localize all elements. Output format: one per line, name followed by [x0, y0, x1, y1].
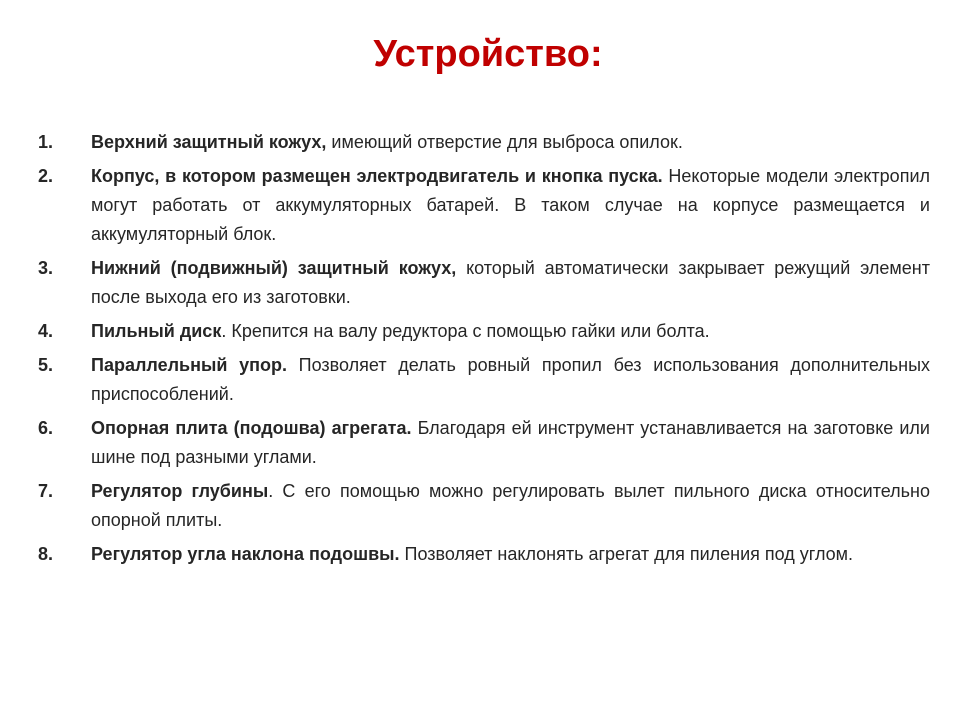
- item-description: Некоторые модели электропил могут работать от аккумуляторных батарей. В таком случае на корпусе размещается и аккумуляторный блок.: [91, 166, 930, 244]
- list-item: [38, 128, 930, 157]
- item-term: Верхний защитный кожух,: [91, 132, 327, 152]
- item-number: 5.: [38, 355, 54, 375]
- list-item: [38, 254, 930, 312]
- list-item: [38, 540, 930, 569]
- item-description: который автоматически закрывает режущий элемент после выхода его из заготовки.: [91, 258, 930, 307]
- item-term: Пильный диск: [91, 321, 222, 341]
- item-number: 1.: [38, 132, 54, 152]
- device-parts-list: [38, 128, 930, 574]
- item-text: [91, 351, 930, 409]
- item-text: [91, 128, 930, 157]
- item-text: [91, 414, 930, 472]
- item-description: . С его помощью можно регулировать вылет пильного диска относительно опорной плиты.: [91, 481, 931, 530]
- item-description: Позволяет наклонять агрегат для пиления под углом.: [399, 544, 854, 564]
- item-text: [91, 477, 930, 535]
- list-item: [38, 477, 930, 535]
- item-term: Регулятор угла наклона подошвы.: [91, 544, 400, 564]
- item-term: Корпус, в котором размещен электродвигатель и кнопка пуска.: [91, 166, 663, 186]
- item-description: . Крепится на валу редуктора с помощью гайки или болта.: [221, 321, 710, 341]
- item-term: Нижний (подвижный) защитный кожух,: [91, 258, 457, 278]
- item-term: Регулятор глубины: [91, 481, 269, 501]
- item-description: Позволяет делать ровный пропил без использования дополнительных приспособлений.: [91, 355, 931, 404]
- list-item: [38, 162, 930, 249]
- item-description: имеющий отверстие для выброса опилок.: [326, 132, 683, 152]
- item-term: Параллельный упор.: [91, 355, 287, 375]
- item-number: 2.: [38, 166, 54, 186]
- slide-title: Устройство:: [373, 33, 603, 75]
- item-term: Опорная плита (подошва) агрегата.: [91, 418, 412, 438]
- list-item: [38, 317, 930, 346]
- item-text: [91, 162, 930, 249]
- item-number: 8.: [38, 544, 54, 564]
- list-item: [38, 351, 930, 409]
- item-text: [91, 317, 930, 346]
- item-description: Благодаря ей инструмент устанавливается на заготовке или шине под разными углами.: [91, 418, 930, 467]
- item-text: [91, 540, 930, 569]
- item-text: [91, 254, 930, 312]
- item-number: 7.: [38, 481, 54, 501]
- list-item: [38, 414, 930, 472]
- item-number: 6.: [38, 418, 54, 438]
- item-number: 3.: [38, 258, 54, 278]
- item-number: 4.: [38, 321, 54, 341]
